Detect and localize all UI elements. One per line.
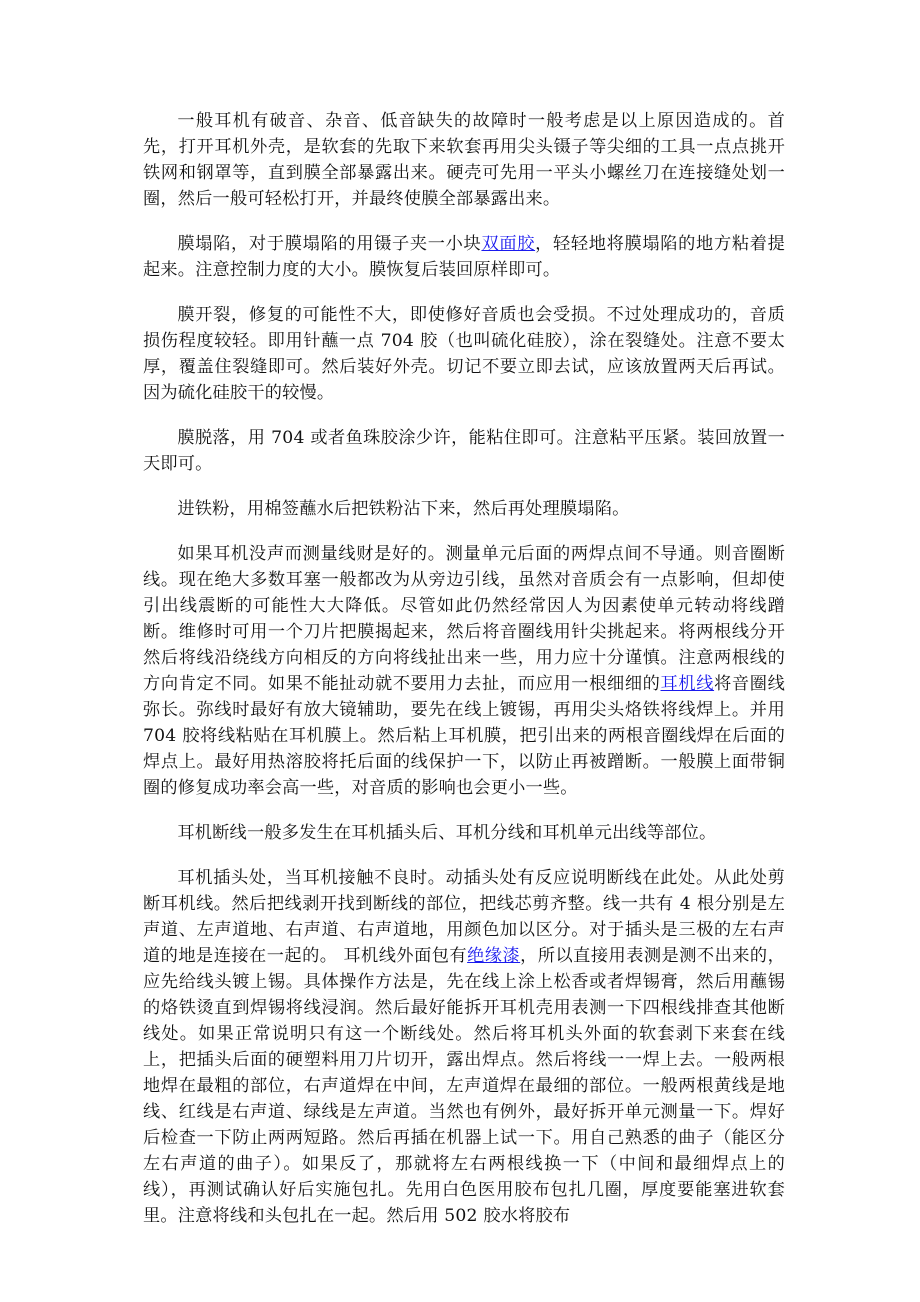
- paragraph-8: [143, 865, 785, 1229]
- paragraph-1: [143, 108, 785, 212]
- paragraph-text: 一般耳机有破音、杂音、低音缺失的故障时一般考虑是以上原因造成的。首先，打开耳机外壳，是软套的先取下来软套再用尖头镊子等尖细的工具一点点挑开铁网和钢罩等，直到膜全部暴露出来。硬壳可先用一平头小螺丝刀在连接缝处划一圈，然后一般可轻松打开，并最终使膜全部暴露出来。: [143, 111, 785, 209]
- paragraph-text: ，所以直接用表测是测不出来的，应先给线头镀上锡。具体操作方法是，先在线上涂上松香或者焊锡膏，然后用蘸锡的烙铁烫直到焊锡将线浸润。然后最好能拆开耳机壳用表测一下四根线排查其他断线处。如果正常说明只有这一个断线处。然后将耳机头外面的软套剥下来套在线上，把插头后面的硬塑料用刀片切开，露出焊点。然后将线一一焊上去。一般两根地焊在最粗的部位，右声道焊在中间，左声道焊在最细的部位。一般两根黄线是地线、红线是右声道、绿线是左声道。当然也有例外，最好拆开单元测量一下。焊好后检查一下防止两两短路。然后再插在机器上试一下。用自己熟悉的曲子（能区分左右声道的曲子）。如果反了，那就将左右两根线换一下（中间和最细焊点上的线），再测试确认好后实施包扎。先用白色医用胶布包扎几圈，厚度要能塞进软套里。注意将线和头包扎在一起。然后用 502 胶水将胶布: [143, 946, 785, 1226]
- paragraph-6: [143, 541, 785, 801]
- paragraph-4: [143, 425, 785, 477]
- paragraph-text: 进铁粉，用棉签蘸水后把铁粉沾下来，然后再处理膜塌陷。: [177, 499, 630, 519]
- paragraph-text: 膜脱落，用 704 或者鱼珠胶涂少许，能粘住即可。注意粘平压紧。装回放置一天即可。: [143, 428, 785, 474]
- paragraph-text: 耳机插头处，当耳机接触不良时。动插头处有反应说明断线在此处。从此处剪断耳机线。然后把线剥开找到断线的部位，把线芯剪齐整。线一共有 4 根分别是左声道、左声道地、右声道、右声道地，用颜色加以区分。对于插头是三极的左右声道的地是连接在一起的。 耳机线外面包有: [143, 868, 785, 966]
- paragraph-2: [143, 231, 785, 283]
- paragraph-text: 将音圈线弥长。弥线时最好有放大镜辅助，要先在线上镀锡，再用尖头烙铁将线焊上。并用 704 胶将线粘贴在耳机膜上。然后粘上耳机膜，把引出来的两根音圈线焊在后面的焊点上。最好用热溶胶将托后面的线保护一下，以防止再被蹭断。一般膜上面带铜圈的修复成功率会高一些，对音质的影响也会更小一些。: [143, 674, 785, 798]
- inline-link[interactable]: 绝缘漆: [467, 946, 521, 966]
- paragraph-text: 膜开裂，修复的可能性不大，即使修好音质也会受损。不过处理成功的，音质损伤程度较轻。即用针蘸一点 704 胶（也叫硫化硅胶），涂在裂缝处。注意不要太厚，覆盖住裂缝即可。然后装好外壳。切记不要立即去试，应该放置两天后再试。因为硫化硅胶干的较慢。: [143, 305, 785, 403]
- paragraph-text: 耳机断线一般多发生在耳机插头后、耳机分线和耳机单元出线等部位。: [177, 823, 717, 843]
- inline-link[interactable]: 耳机线: [660, 674, 715, 694]
- paragraph-text: 膜塌陷，对于膜塌陷的用镊子夹一小块: [177, 234, 482, 254]
- paragraph-5: [143, 496, 785, 522]
- inline-link[interactable]: 双面胶: [481, 234, 536, 254]
- paragraph-7: [143, 820, 785, 846]
- document-body: [143, 108, 785, 1248]
- paragraph-text: ，轻轻地将膜塌陷的地方粘着提起来。注意控制力度的大小。膜恢复后装回原样即可。: [143, 234, 785, 280]
- paragraph-3: [143, 302, 785, 406]
- paragraph-text: 如果耳机没声而测量线财是好的。测量单元后面的两焊点间不导通。则音圈断线。现在绝大多数耳塞一般都改为从旁边引线，虽然对音质会有一点影响，但却使引出线震断的可能性大大降低。尽管如此仍然经常因人为因素使单元转动将线蹭断。维修时可用一个刀片把膜揭起来，然后将音圈线用针尖挑起来。将两根线分开然后将线沿绕线方向相反的方向将线扯出来一些，用力应十分谨慎。注意两根线的方向肯定不同。如果不能扯动就不要用力去扯，而应用一根细细的: [143, 544, 785, 694]
